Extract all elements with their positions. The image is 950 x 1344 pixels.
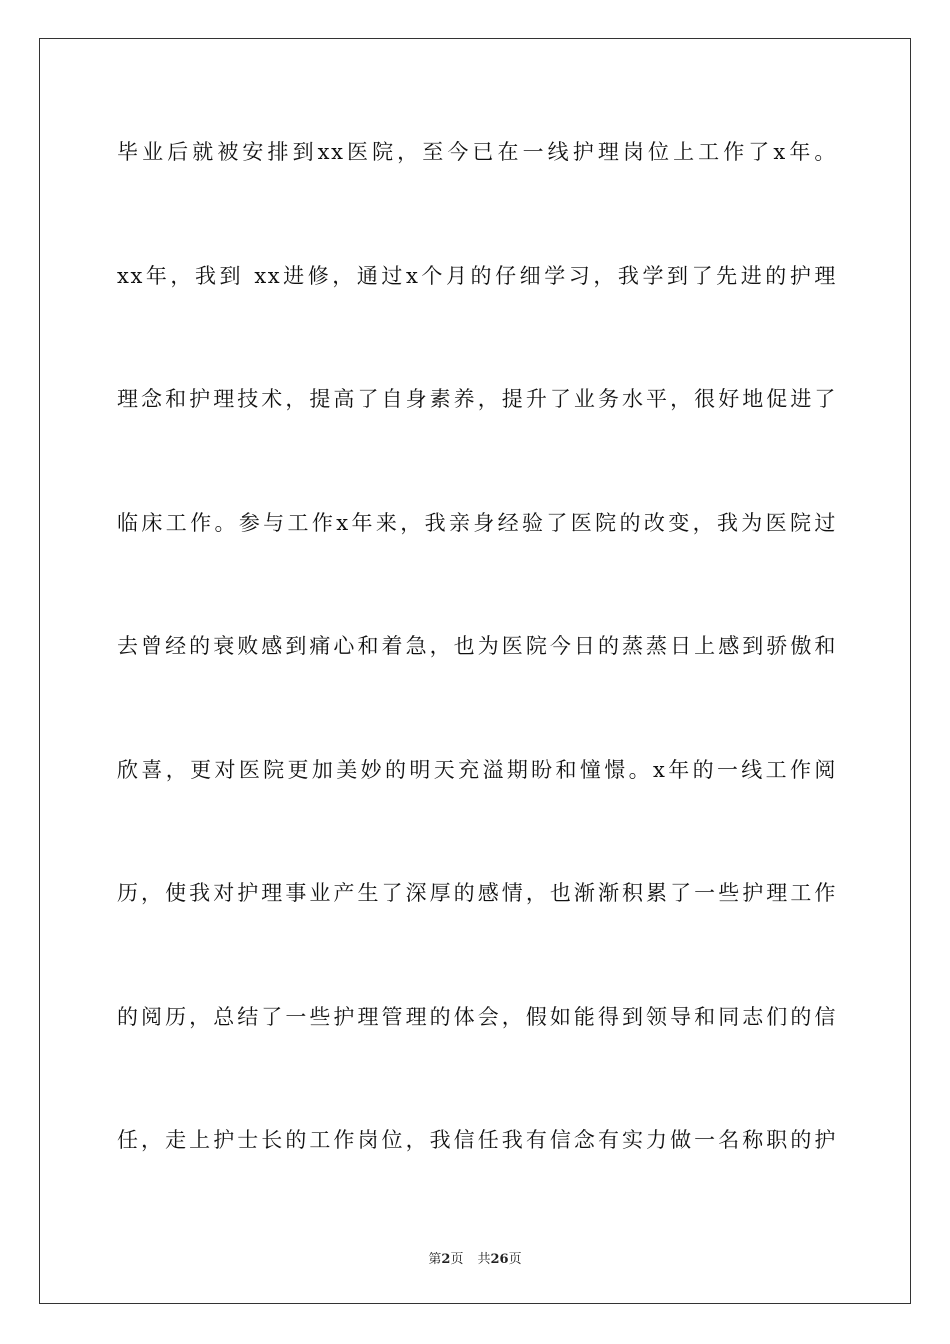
text-line-8: 的阅历，总结了一些护理管理的体会，假如能得到领导和同志们的信 (117, 1004, 837, 1029)
page-prefix: 第 (428, 1252, 442, 1267)
text-line-5: 去曾经的衰败感到痛心和着急，也为医院今日的蒸蒸日上感到骄傲和 (117, 634, 837, 658)
page-suffix: 页 (450, 1252, 464, 1267)
page-number: 2 (441, 1252, 451, 1267)
text-line-6: 欣喜，更对医院更加美妙的明天充溢期盼和憧憬。x年的一线工作阅 (117, 757, 837, 782)
page-footer (0, 1248, 950, 1267)
text-line-7: 历，使我对护理事业产生了深厚的感情，也渐渐积累了一些护理工作 (117, 881, 837, 905)
text-line-2: xx年，我到 xx进修，通过x个月的仔细学习，我学到了先进的护理 (117, 263, 837, 288)
text-line-1: 毕业后就被安排到xx医院，至今已在一线护理岗位上工作了x年。 (117, 140, 837, 164)
text-line-3: 理念和护理技术，提高了自身素养，提升了业务水平，很好地促进了 (117, 387, 837, 411)
total-prefix: 共 (477, 1252, 491, 1267)
text-line-4: 临床工作。参与工作x年来，我亲身经验了医院的改变，我为医院过 (117, 510, 837, 535)
total-pages: 26 (490, 1252, 509, 1267)
text-line-9: 任，走上护士长的工作岗位，我信任我有信念有实力做一名称职的护 (117, 1128, 837, 1152)
document-body (117, 130, 837, 1242)
total-suffix: 页 (508, 1252, 522, 1267)
